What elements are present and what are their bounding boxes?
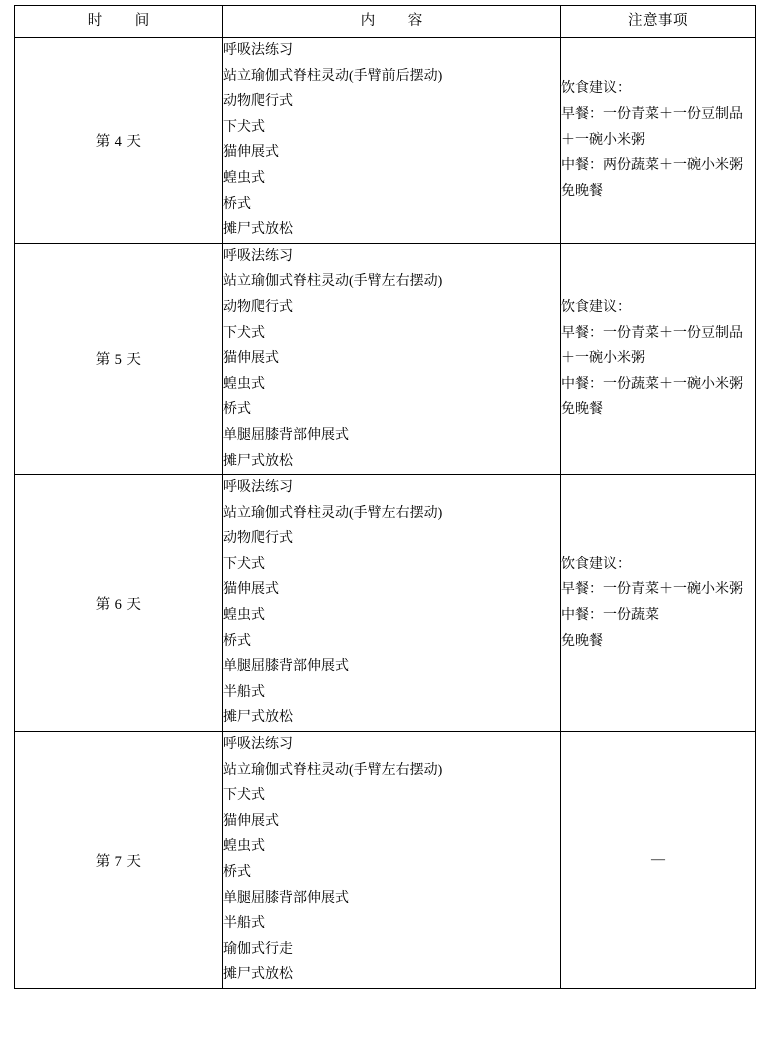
content-item: 下犬式 (223, 556, 265, 572)
content-item: 下犬式 (223, 119, 265, 135)
table-row (15, 732, 756, 989)
content-item: 下犬式 (223, 325, 265, 341)
dash-mark: — (651, 852, 665, 868)
notes-item: 早餐：一份青菜＋一份豆制品＋一碗小米粥 (561, 106, 743, 148)
content-item: 站立瑜伽式脊柱灵动(手臂前后摆动) (223, 68, 443, 84)
column-header-content (223, 6, 561, 38)
notes-list (561, 38, 756, 244)
notes-item: 饮食建议： (561, 299, 631, 315)
content-item: 桥式 (223, 633, 251, 649)
header-row (15, 6, 756, 38)
notes-item: 免晚餐 (561, 402, 603, 418)
content-item: 半船式 (223, 684, 265, 700)
table-row (15, 243, 756, 474)
content-item: 摊尸式放松 (223, 453, 293, 469)
table-row (15, 38, 756, 244)
content-item: 蝗虫式 (223, 839, 265, 855)
content-item: 下犬式 (223, 788, 265, 804)
day-label: 第 6 天 (15, 475, 223, 732)
content-item: 桥式 (223, 865, 251, 880)
document-page (0, 5, 769, 1053)
content-item: 呼吸法练习 (223, 737, 293, 753)
day-label: 第 5 天 (15, 243, 223, 474)
content-item: 蝗虫式 (223, 170, 265, 186)
day-label: 第 7 天 (15, 732, 223, 989)
content-item: 桥式 (223, 402, 251, 418)
notes-item: 中餐：一份蔬菜 (561, 608, 659, 624)
content-item: 站立瑜伽式脊柱灵动(手臂左右摆动) (223, 762, 443, 778)
schedule-table (14, 5, 756, 989)
content-item: 摊尸式放松 (223, 967, 293, 983)
content-item: 猫伸展式 (223, 582, 279, 598)
table-body (15, 38, 756, 989)
content-item: 呼吸法练习 (223, 480, 293, 496)
content-item: 半船式 (223, 916, 265, 932)
content-item: 摊尸式放松 (223, 710, 293, 726)
content-item: 呼吸法练习 (223, 248, 293, 264)
content-item: 站立瑜伽式脊柱灵动(手臂左右摆动) (223, 274, 443, 290)
content-item: 摊尸式放松 (223, 222, 293, 238)
content-item: 单腿屈膝背部伸展式 (223, 427, 349, 443)
notes-item: 饮食建议： (561, 556, 631, 572)
column-header-time-label: 时 间 (87, 13, 159, 29)
content-item: 猫伸展式 (223, 145, 279, 161)
content-item: 呼吸法练习 (223, 43, 293, 58)
notes-list (561, 243, 756, 474)
notes-empty (561, 732, 756, 989)
content-list (223, 38, 561, 244)
notes-item: 饮食建议： (561, 81, 631, 97)
notes-item: 中餐：一份蔬菜＋一碗小米粥 (561, 376, 743, 392)
content-list (223, 475, 561, 732)
content-item: 蝗虫式 (223, 608, 265, 624)
content-item: 瑜伽式行走 (223, 941, 293, 957)
column-header-content-label: 内 容 (360, 13, 432, 29)
table-header (15, 6, 756, 38)
content-item: 单腿屈膝背部伸展式 (223, 659, 349, 675)
notes-item: 免晚餐 (561, 633, 603, 649)
content-item: 动物爬行式 (223, 531, 293, 547)
notes-item: 免晚餐 (561, 183, 603, 199)
content-item: 动物爬行式 (223, 94, 293, 110)
column-header-notes (561, 6, 756, 38)
notes-item: 早餐：一份青菜＋一份豆制品＋一碗小米粥 (561, 325, 743, 367)
notes-item: 早餐：一份青菜＋一碗小米粥 (561, 582, 743, 598)
content-item: 动物爬行式 (223, 299, 293, 315)
notes-item: 中餐：两份蔬菜＋一碗小米粥 (561, 158, 743, 174)
notes-list (561, 475, 756, 732)
content-item: 单腿屈膝背部伸展式 (223, 890, 349, 906)
content-list (223, 732, 561, 989)
content-list (223, 243, 561, 474)
column-header-time (15, 6, 223, 38)
day-label: 第 4 天 (15, 38, 223, 244)
content-item: 桥式 (223, 196, 251, 212)
table-row (15, 475, 756, 732)
content-item: 猫伸展式 (223, 813, 279, 829)
content-item: 蝗虫式 (223, 376, 265, 392)
content-item: 猫伸展式 (223, 351, 279, 367)
column-header-notes-label: 注意事项 (628, 13, 688, 29)
content-item: 站立瑜伽式脊柱灵动(手臂左右摆动) (223, 505, 443, 521)
